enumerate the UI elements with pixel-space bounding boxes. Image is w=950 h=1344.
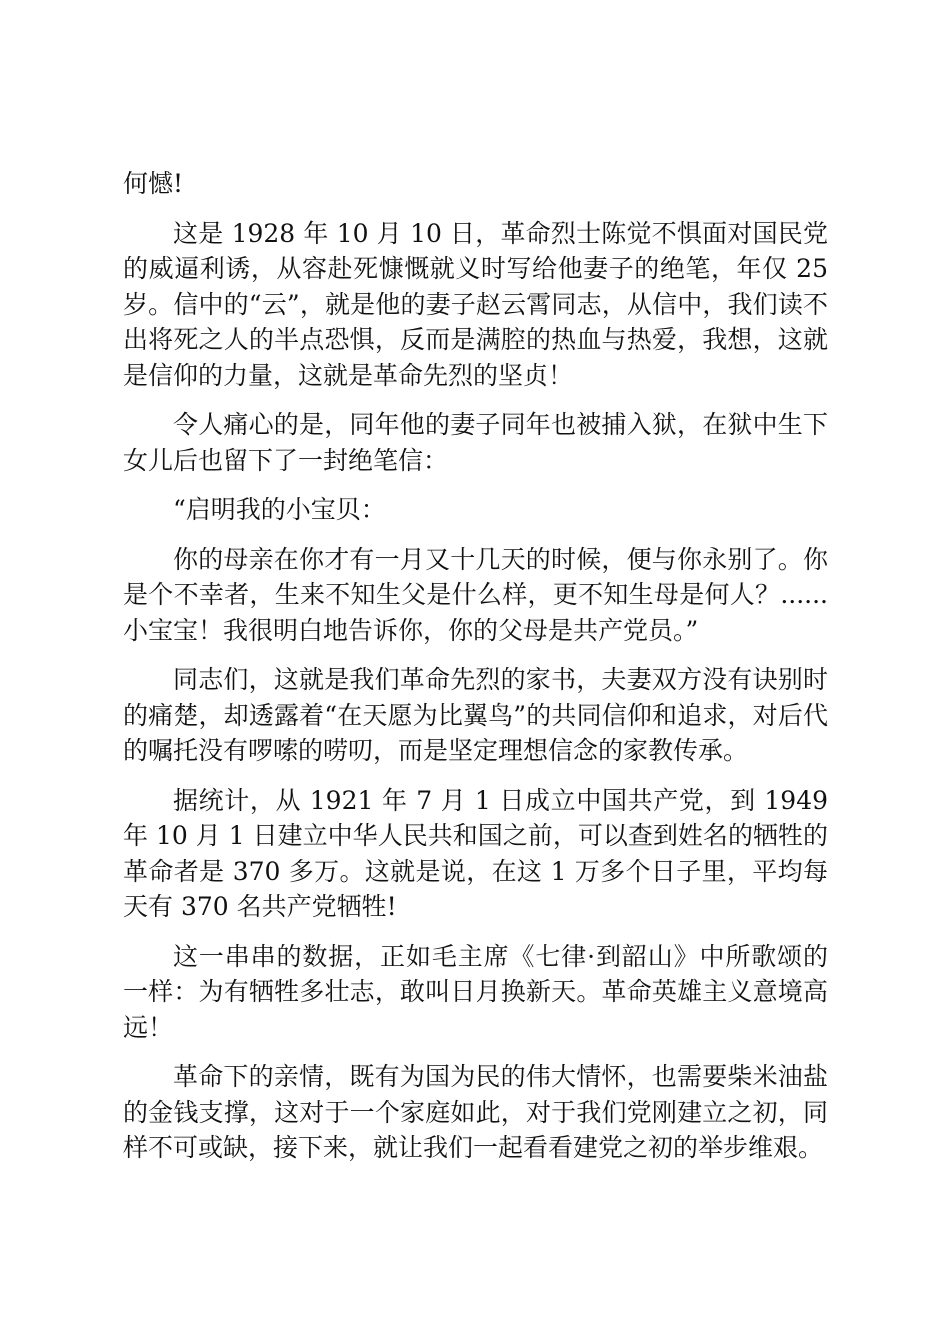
paragraph-statistics: 据统计，从 1921 年 7 月 1 日成立中国共产党，到 1949 年 10 月 1 日建立中华人民共和国之前，可以查到姓名的牺牲的革命者是 370 多万。这就是说，在这 1 万多个日子里，平均每天有 370 名共产党牺牲!: [123, 785, 828, 921]
paragraph-transition: 革命下的亲情，既有为国为民的伟大情怀，也需要柴米油盐的金钱支撑，这对于一个家庭如此，对于我们党刚建立之初，同样不可或缺，接下来，就让我们一起看看建党之初的举步维艰。: [123, 1062, 828, 1162]
paragraph-letter-salutation: “启明我的小宝贝：: [173, 495, 386, 524]
paragraph-poem-quote: 这一串串的数据，正如毛主席《七律·到韶山》中所歌颂的一样：为有牺牲多壮志，敢叫日月换新天。革命英雄主义意境高远！: [123, 941, 828, 1042]
document-body: [123, 166, 828, 1180]
paragraph-wife-arrested: 令人痛心的是，同年他的妻子同年也被捕入狱，在狱中生下女儿后也留下了一封绝笔信：: [123, 410, 828, 475]
paragraph-family-letters: 同志们，这就是我们革命先烈的家书，夫妻双方没有诀别时的痛楚，却透露着“在天愿为比翼鸟”的共同信仰和追求，对后代的嘱托没有啰嗦的唠叨，而是坚定理想信念的家教传承。: [123, 665, 828, 765]
paragraph-chen-jue-letter: 这是 1928 年 10 月 10 日，革命烈士陈觉不惧面对国民党的威逼利诱，从容赴死慷慨就义时写给他妻子的绝笔，年仅 25 岁。信中的“云”，就是他的妻子赵云霄同志，从信中，我们读不出将死之人的半点恐惧，反而是满腔的热血与热爱，我想，这就是信仰的力量，这就是革命先烈的坚贞！: [123, 218, 828, 390]
paragraph-continuation: 何憾!: [123, 169, 184, 198]
paragraph-letter-body: 你的母亲在你才有一月又十几天的时候，便与你永别了。你是个不幸者，生来不知生父是什么样，更不知生母是何人？......小宝宝！我很明白地告诉你，你的父母是共产党员。”: [123, 544, 828, 645]
